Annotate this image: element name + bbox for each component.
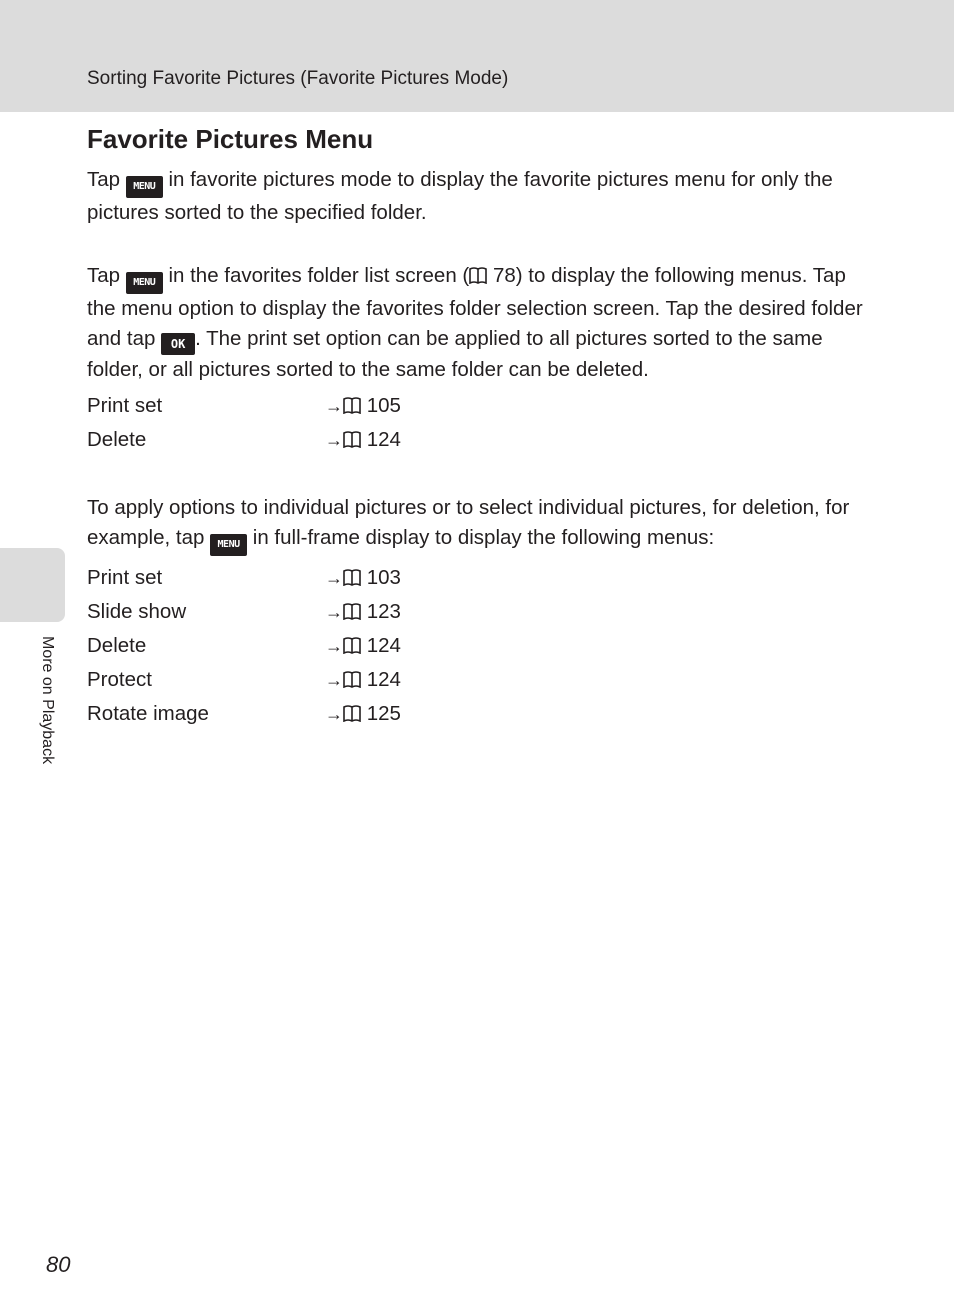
intro-paragraph: Tap MENU in favorite pictures mode to display the favorite pictures menu for only the pictures sorted to the specified folder.: [87, 168, 833, 224]
ok-button-icon: OK: [161, 333, 195, 355]
menu-option-label: Delete: [87, 428, 147, 451]
arrow-icon: →: [325, 396, 343, 416]
page-reference: → 124: [325, 634, 401, 657]
menu-button-icon: MENU: [210, 534, 247, 556]
menu-option-label: Print set: [87, 566, 163, 589]
menu-option-label: Slide show: [87, 600, 187, 623]
page-reference: → 124: [325, 428, 401, 451]
page-reference: → 103: [325, 566, 401, 589]
section-heading: Favorite Pictures Menu: [87, 124, 374, 154]
book-reference-icon: [343, 569, 361, 586]
arrow-icon: →: [325, 636, 343, 656]
page-reference: → 123: [325, 600, 401, 623]
menu-option-label: Print set: [87, 394, 163, 417]
arrow-icon: →: [325, 704, 343, 724]
page-number: 80: [46, 1252, 71, 1277]
book-reference-icon: [343, 637, 361, 654]
full-frame-paragraph: To apply options to individual pictures or to select individual pictures, for deletion, for example, tap MENU in full-frame display to display the following menus:: [87, 493, 877, 556]
page-reference: → 125: [325, 702, 401, 725]
book-reference-icon: [343, 397, 361, 414]
menu-button-icon: MENU: [126, 176, 163, 198]
book-reference-icon: [343, 671, 361, 688]
menu-button-icon: MENU: [126, 272, 163, 294]
chapter-tab-label: More on Playback: [39, 636, 56, 765]
menu-option-label: Delete: [87, 634, 147, 657]
arrow-icon: →: [325, 568, 343, 588]
book-reference-icon: [343, 705, 361, 722]
arrow-icon: →: [325, 602, 343, 622]
running-header: Sorting Favorite Pictures (Favorite Pictures Mode): [87, 68, 509, 89]
chapter-tab: [0, 548, 65, 622]
arrow-icon: →: [325, 670, 343, 690]
menu-option-label: Rotate image: [87, 702, 209, 725]
arrow-icon: →: [325, 430, 343, 450]
folder-list-paragraph: Tap MENU in the favorites folder list screen ( 78) to display the following menus. Tap the menu option to display the favorites folder selection screen. Tap the desired folder and tap OK . The print set option can be applied to all pictures sorted to the same folder, or all pictures sorted to the same folder can be deleted.: [87, 264, 863, 381]
header-band: [0, 0, 954, 112]
book-reference-icon: [469, 267, 487, 284]
book-reference-icon: [343, 603, 361, 620]
page-reference: → 105: [325, 394, 401, 417]
menu-option-label: Protect: [87, 668, 152, 691]
page-reference: → 124: [325, 668, 401, 691]
book-reference-icon: [343, 431, 361, 448]
